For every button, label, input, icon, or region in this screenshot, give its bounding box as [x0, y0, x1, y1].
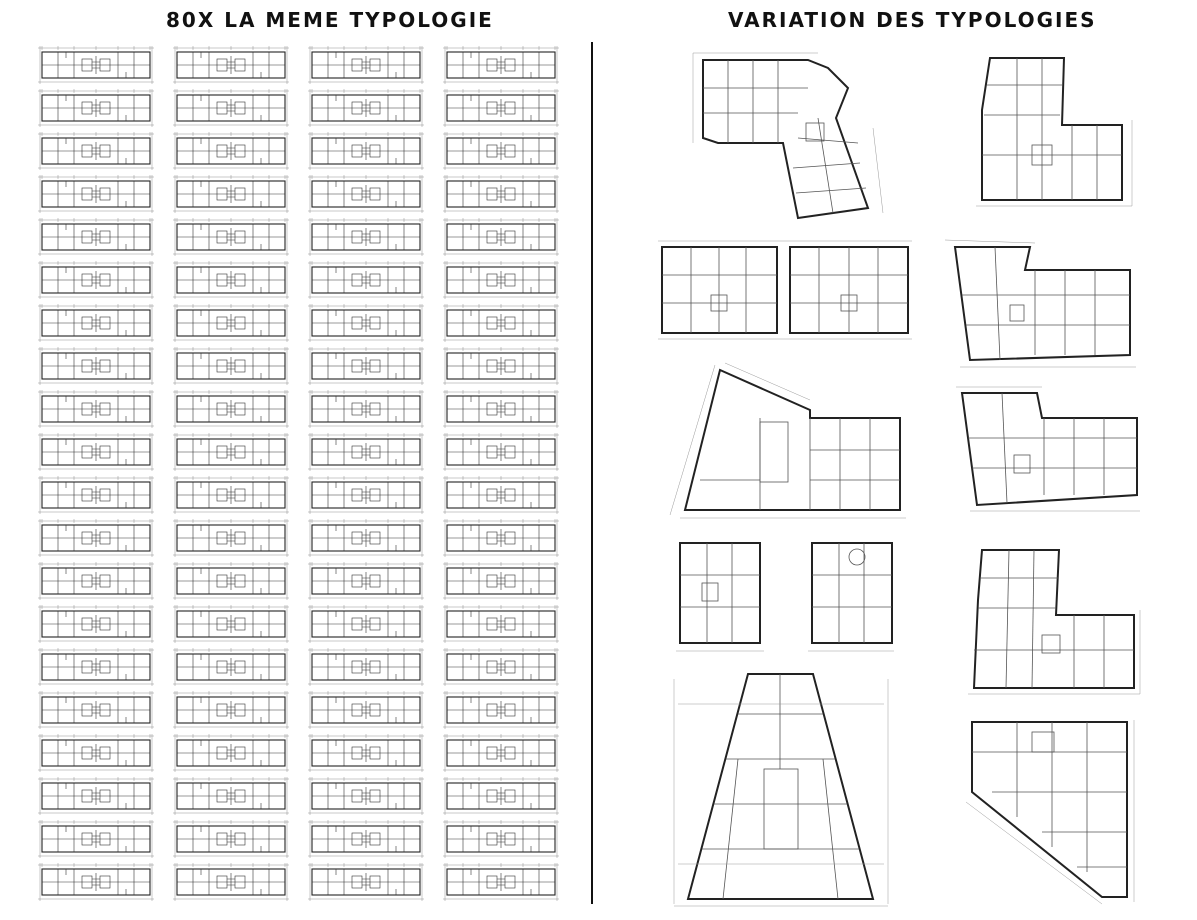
typology-thumbnail [443, 433, 559, 471]
typology-thumbnail [308, 304, 424, 342]
typology-thumbnail [173, 820, 289, 858]
typology-thumbnail [38, 218, 154, 256]
typology-thumbnail [443, 734, 559, 772]
typology-thumbnail [308, 734, 424, 772]
typology-thumbnail [443, 691, 559, 729]
typology-thumbnail [308, 132, 424, 170]
typology-thumbnail [173, 304, 289, 342]
typology-thumbnail [173, 89, 289, 127]
typology-thumbnail [443, 820, 559, 858]
section-divider [591, 42, 593, 904]
typology-thumbnail [38, 433, 154, 471]
typology-thumbnail [173, 734, 289, 772]
typology-thumbnail [38, 820, 154, 858]
typology-thumbnail [443, 777, 559, 815]
typology-thumbnail [443, 519, 559, 557]
typology-thumbnail [308, 390, 424, 428]
typology-thumbnail [38, 519, 154, 557]
typology-thumbnail [443, 132, 559, 170]
repeated-typology-grid [38, 46, 554, 904]
plan-stepped-corner [964, 540, 1144, 700]
typology-thumbnail [38, 476, 154, 514]
typology-thumbnail [308, 433, 424, 471]
typology-thumbnail [443, 863, 559, 901]
typology-thumbnail [308, 347, 424, 385]
typology-thumbnail [38, 261, 154, 299]
typology-thumbnail [443, 89, 559, 127]
typology-thumbnail [308, 519, 424, 557]
plan-stepped-rectangles [972, 50, 1142, 210]
typology-thumbnail [38, 562, 154, 600]
plan-trapezoid-tower [668, 664, 894, 910]
typology-thumbnail [308, 605, 424, 643]
typology-thumbnail [38, 175, 154, 213]
typology-thumbnail [173, 648, 289, 686]
typology-thumbnail [443, 304, 559, 342]
typology-thumbnail [308, 562, 424, 600]
typology-thumbnail [38, 734, 154, 772]
typology-thumbnail [38, 777, 154, 815]
typology-thumbnail [38, 89, 154, 127]
typology-thumbnail [443, 175, 559, 213]
typology-thumbnail [443, 605, 559, 643]
typology-thumbnail [308, 89, 424, 127]
typology-thumbnail [173, 519, 289, 557]
typology-thumbnail [38, 46, 154, 84]
plan-angled-row-units [952, 383, 1142, 518]
typology-thumbnail [38, 304, 154, 342]
plan-l-shaped-angled [688, 48, 893, 223]
typology-thumbnail [308, 691, 424, 729]
typology-thumbnail [308, 863, 424, 901]
right-section-title: VARIATION DES TYPOLOGIES [728, 8, 1097, 32]
typology-thumbnail [173, 605, 289, 643]
typology-thumbnail [443, 562, 559, 600]
typology-thumbnail [38, 648, 154, 686]
typology-thumbnail [308, 175, 424, 213]
typology-thumbnail [443, 261, 559, 299]
typology-thumbnail [173, 390, 289, 428]
typology-thumbnail [173, 132, 289, 170]
typology-thumbnail [173, 347, 289, 385]
typology-thumbnail [173, 218, 289, 256]
typology-thumbnail [308, 261, 424, 299]
left-section-title: 80X LA MEME TYPOLOGIE [166, 8, 494, 32]
typology-thumbnail [308, 46, 424, 84]
typology-thumbnail [443, 218, 559, 256]
typology-thumbnail [38, 863, 154, 901]
plan-triangular-wedge [962, 712, 1146, 908]
typology-thumbnail [38, 691, 154, 729]
typology-thumbnail [308, 476, 424, 514]
typology-thumbnail [173, 175, 289, 213]
typology-thumbnail [308, 648, 424, 686]
typology-thumbnail [173, 46, 289, 84]
typology-thumbnail [443, 476, 559, 514]
plan-skewed-row-units [940, 235, 1140, 375]
typology-thumbnail [308, 820, 424, 858]
typology-thumbnail [173, 433, 289, 471]
typology-thumbnail [308, 218, 424, 256]
typology-thumbnail [308, 777, 424, 815]
typology-thumbnail [38, 605, 154, 643]
typology-thumbnail [443, 46, 559, 84]
plan-triangular-courtyard [660, 360, 912, 525]
typology-thumbnail [38, 347, 154, 385]
typology-thumbnail [443, 390, 559, 428]
typology-thumbnail [173, 261, 289, 299]
typology-thumbnail [173, 777, 289, 815]
typology-thumbnail [173, 863, 289, 901]
typology-thumbnail [173, 476, 289, 514]
typology-thumbnail [38, 390, 154, 428]
typology-thumbnail [38, 132, 154, 170]
typology-thumbnail [443, 347, 559, 385]
typology-thumbnail [173, 691, 289, 729]
typology-thumbnail [173, 562, 289, 600]
typology-thumbnail [443, 648, 559, 686]
plan-twin-blocks [656, 235, 914, 347]
plan-narrow-pair [672, 535, 896, 660]
